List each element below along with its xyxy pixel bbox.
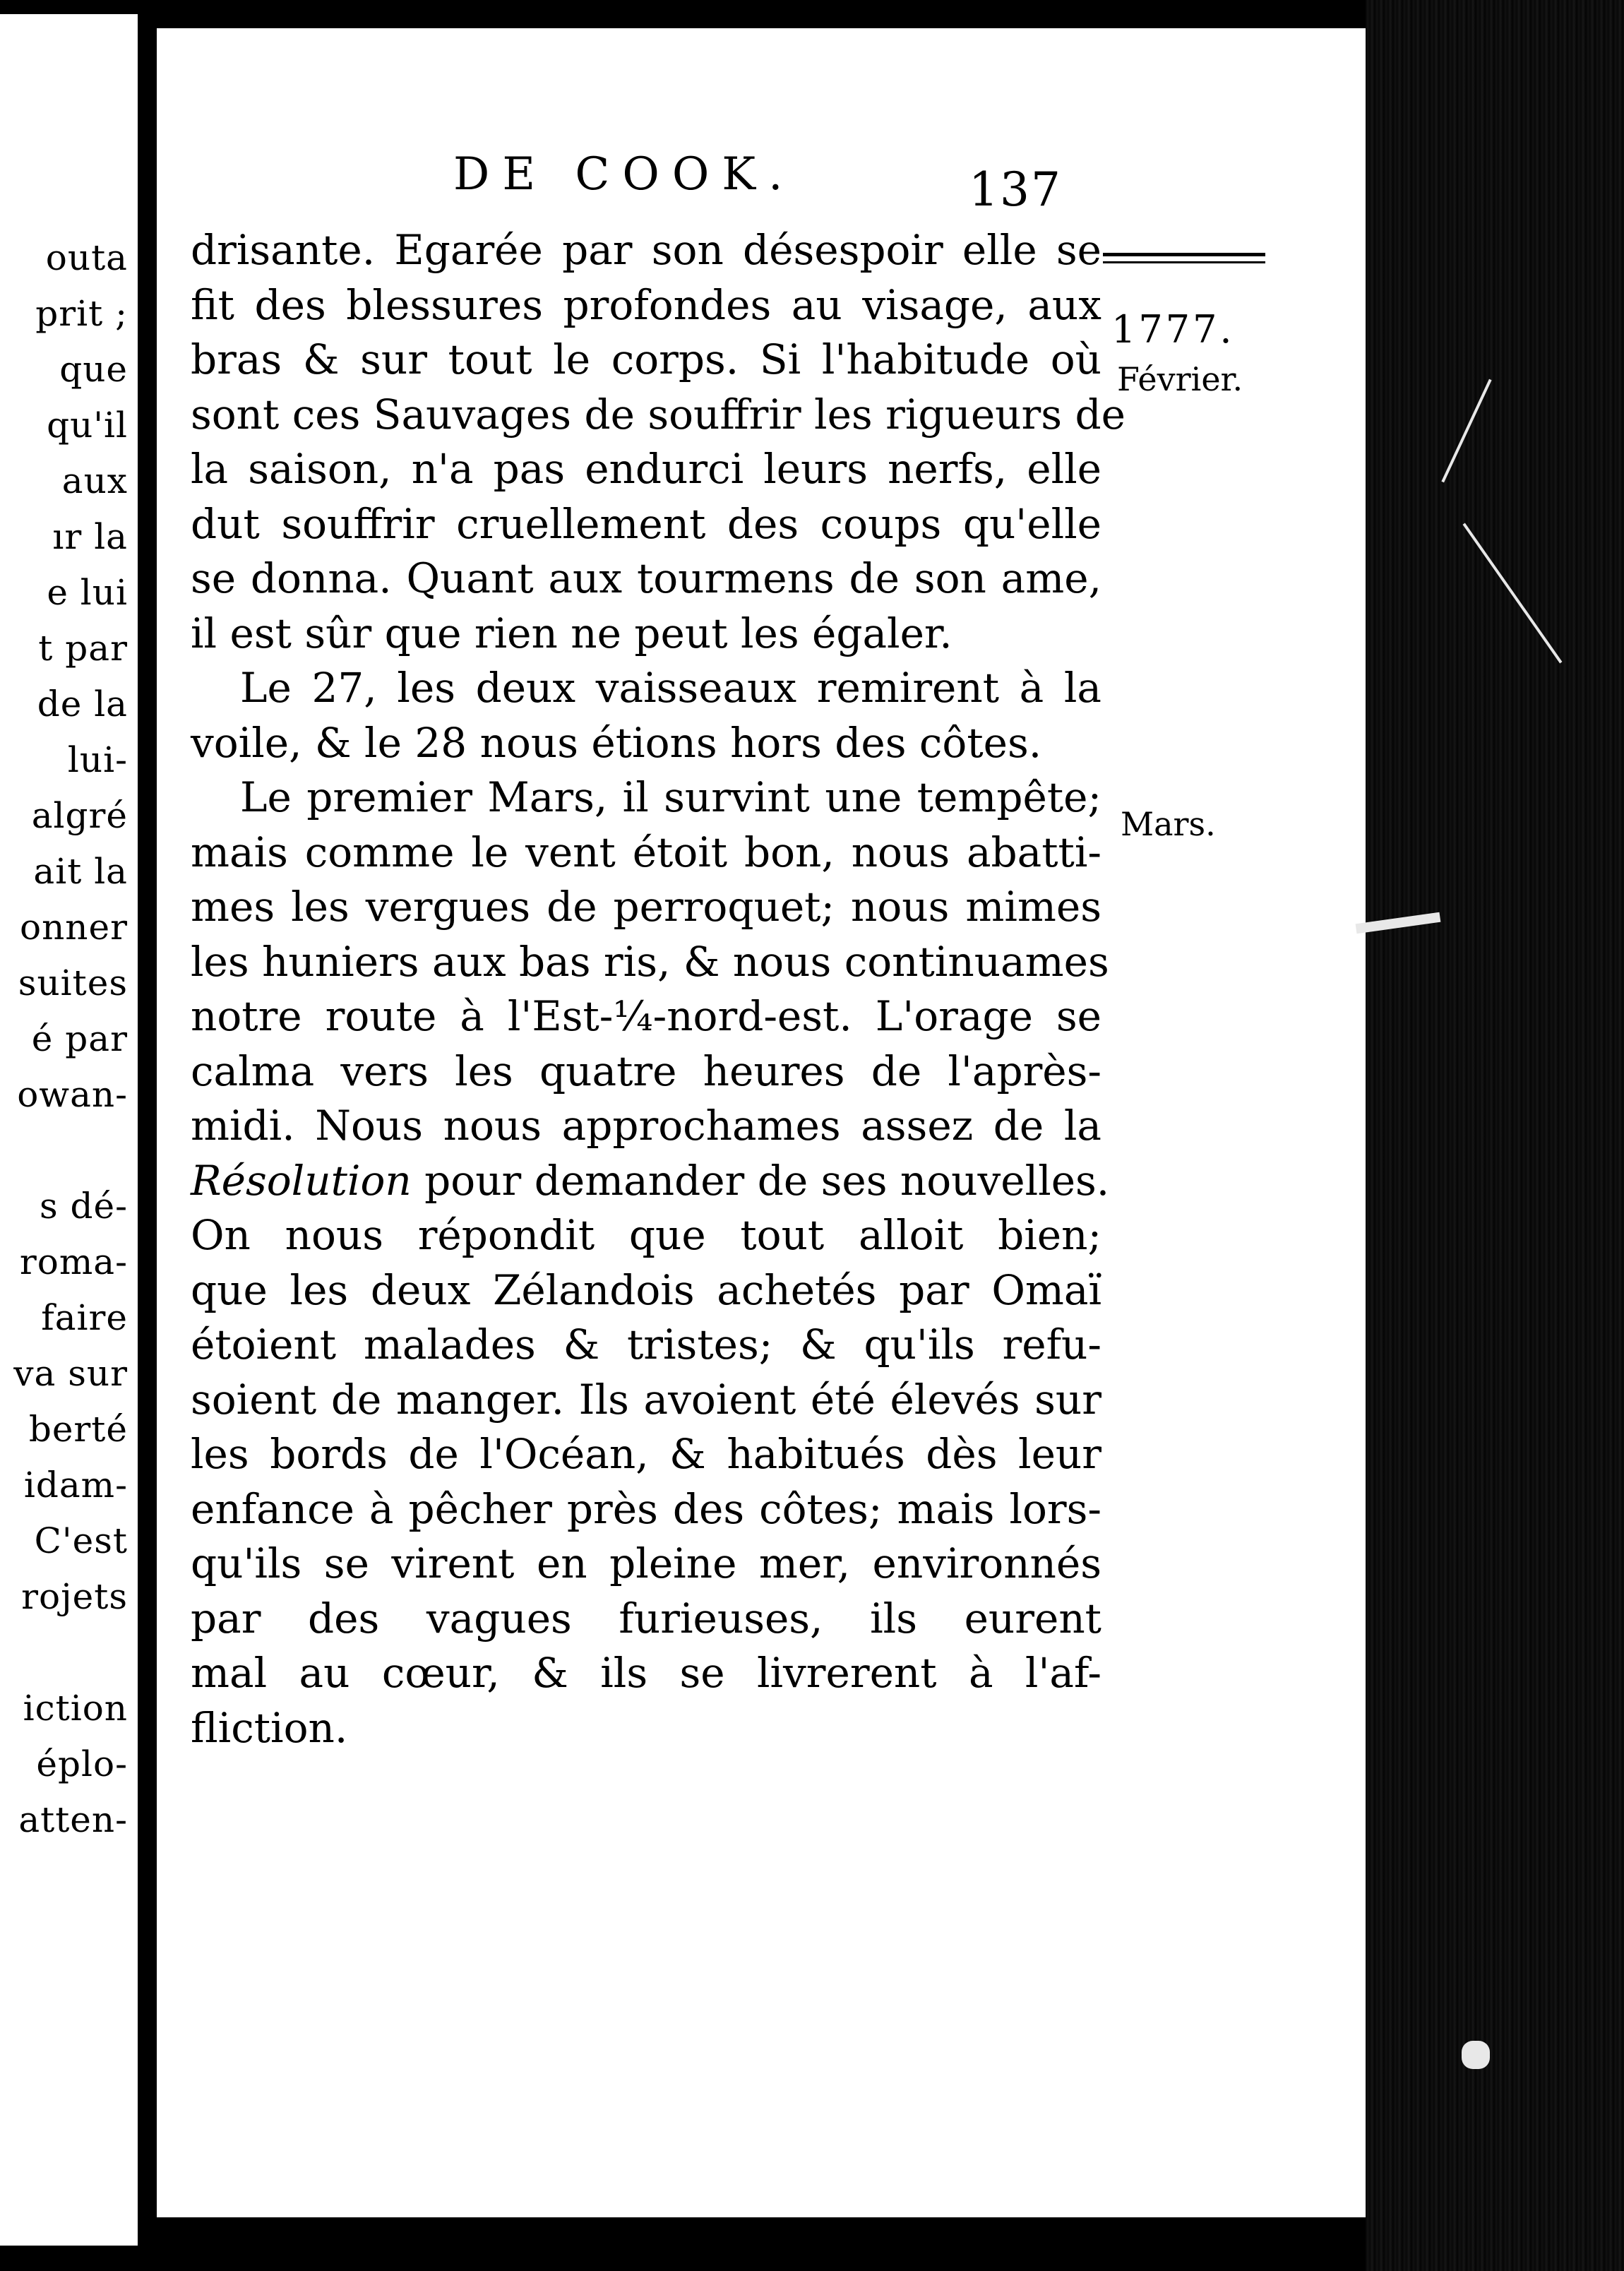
text-line: Le 27, les deux vaisseaux remirent à la <box>240 664 1101 712</box>
text-line: les huniers aux bas ris, & nous continuames <box>191 937 1109 986</box>
left-page-fragment: rojets <box>21 1576 128 1617</box>
margin-note-year: 1777. <box>1111 307 1235 352</box>
text-line: notre route à l'Est-¼-nord-est. L'orage se <box>191 992 1101 1040</box>
text-line: il est sûr que rien ne peut les égaler. <box>191 609 953 657</box>
left-page-fragment: ait la <box>33 851 128 892</box>
left-page-fragment: C'est <box>34 1520 128 1561</box>
text-line: Le premier Mars, il survint une tempête; <box>240 773 1101 821</box>
left-page-fragment: algré <box>31 795 128 836</box>
left-page-fragment: aux <box>61 460 128 501</box>
left-page-fragment: atten- <box>18 1799 128 1840</box>
text-line: enfance à pêcher près des côtes; mais lors- <box>191 1484 1101 1533</box>
text-line: fit des blessures profondes au visage, aux <box>191 280 1101 329</box>
left-page-fragment: outa <box>45 237 128 278</box>
text-line: les bords de l'Océan, & habitués dès leur <box>191 1430 1101 1478</box>
left-page-fragment: onner <box>20 907 128 948</box>
text-line: mais comme le vent étoit bon, nous abatti- <box>191 828 1101 876</box>
text-line-content: pour demander de ses nouvelles. <box>424 1156 1110 1205</box>
text-line: mal au cœur, & ils se livrerent à l'af- <box>191 1649 1101 1697</box>
text-line: que les deux Zélandois achetés par Omaï <box>191 1265 1101 1314</box>
text-line: bras & sur tout le corps. Si l'habitude où <box>191 335 1101 383</box>
margin-rule <box>1103 253 1265 256</box>
text-line: fliction. <box>191 1703 348 1752</box>
margin-note-month-march: Mars. <box>1121 805 1216 843</box>
left-facing-page <box>0 14 138 2246</box>
left-page-fragment: lui- <box>67 739 128 780</box>
left-page-fragment: idam- <box>23 1465 128 1506</box>
left-page-fragment: suites <box>18 962 128 1003</box>
text-line: sont ces Sauvages de souffrir les rigueurs de <box>191 390 1126 439</box>
margin-note-month-february: Février. <box>1117 360 1243 398</box>
left-page-fragment: roma- <box>19 1241 128 1282</box>
text-line: étoient malades & tristes; & qu'ils refu- <box>191 1321 1101 1369</box>
left-page-fragment: iction <box>23 1688 128 1729</box>
text-line: se donna. Quant aux tourmens de son ame, <box>191 554 1101 602</box>
left-page-fragment: de la <box>37 684 128 725</box>
text-line: drisante. Egarée par son désespoir elle se <box>191 226 1101 274</box>
left-page-fragment: faire <box>41 1297 128 1338</box>
text-line: dut souffrir cruellement des coups qu'elle <box>191 499 1101 548</box>
running-head: DE COOK. <box>453 148 796 201</box>
italic-ship-name: Résolution <box>191 1156 412 1205</box>
left-page-fragment: ır la <box>52 516 128 557</box>
left-page-fragment: éplo- <box>36 1744 128 1784</box>
book-block-edge <box>1366 0 1624 2271</box>
left-page-fragment: s dé- <box>39 1186 128 1227</box>
left-page-fragment: qu'il <box>47 405 128 446</box>
main-page <box>157 28 1366 2217</box>
left-page-fragment: é par <box>31 1018 128 1059</box>
text-line: la saison, n'a pas endurci leurs nerfs, elle <box>191 445 1101 493</box>
text-line: On nous répondit que tout alloit bien; <box>191 1211 1101 1259</box>
paper-fragment <box>1462 2041 1490 2069</box>
text-line: soient de manger. Ils avoient été élevés sur <box>191 1375 1101 1424</box>
margin-rule <box>1103 261 1265 263</box>
left-page-fragment: berté <box>28 1409 128 1450</box>
text-line: qu'ils se virent en pleine mer, environnés <box>191 1539 1101 1587</box>
text-line: mes les vergues de perroquet; nous mimes <box>191 883 1101 931</box>
text-line: calma vers les quatre heures de l'après- <box>191 1047 1101 1095</box>
text-line: midi. Nous nous approchames assez de la <box>191 1102 1101 1150</box>
left-page-fragment: owan- <box>17 1074 128 1115</box>
page-number: 137 <box>969 162 1062 217</box>
text-line <box>191 1156 1110 1205</box>
left-page-fragment: prit ; <box>35 293 128 334</box>
text-line: voile, & le 28 nous étions hors des côtes. <box>191 718 1042 767</box>
left-page-fragment: que <box>59 349 128 390</box>
left-page-fragment: e lui <box>47 572 128 613</box>
text-line: par des vagues furieuses, ils eurent <box>191 1594 1101 1643</box>
left-page-fragment: va sur <box>13 1353 128 1394</box>
left-page-fragment: t par <box>38 628 128 669</box>
